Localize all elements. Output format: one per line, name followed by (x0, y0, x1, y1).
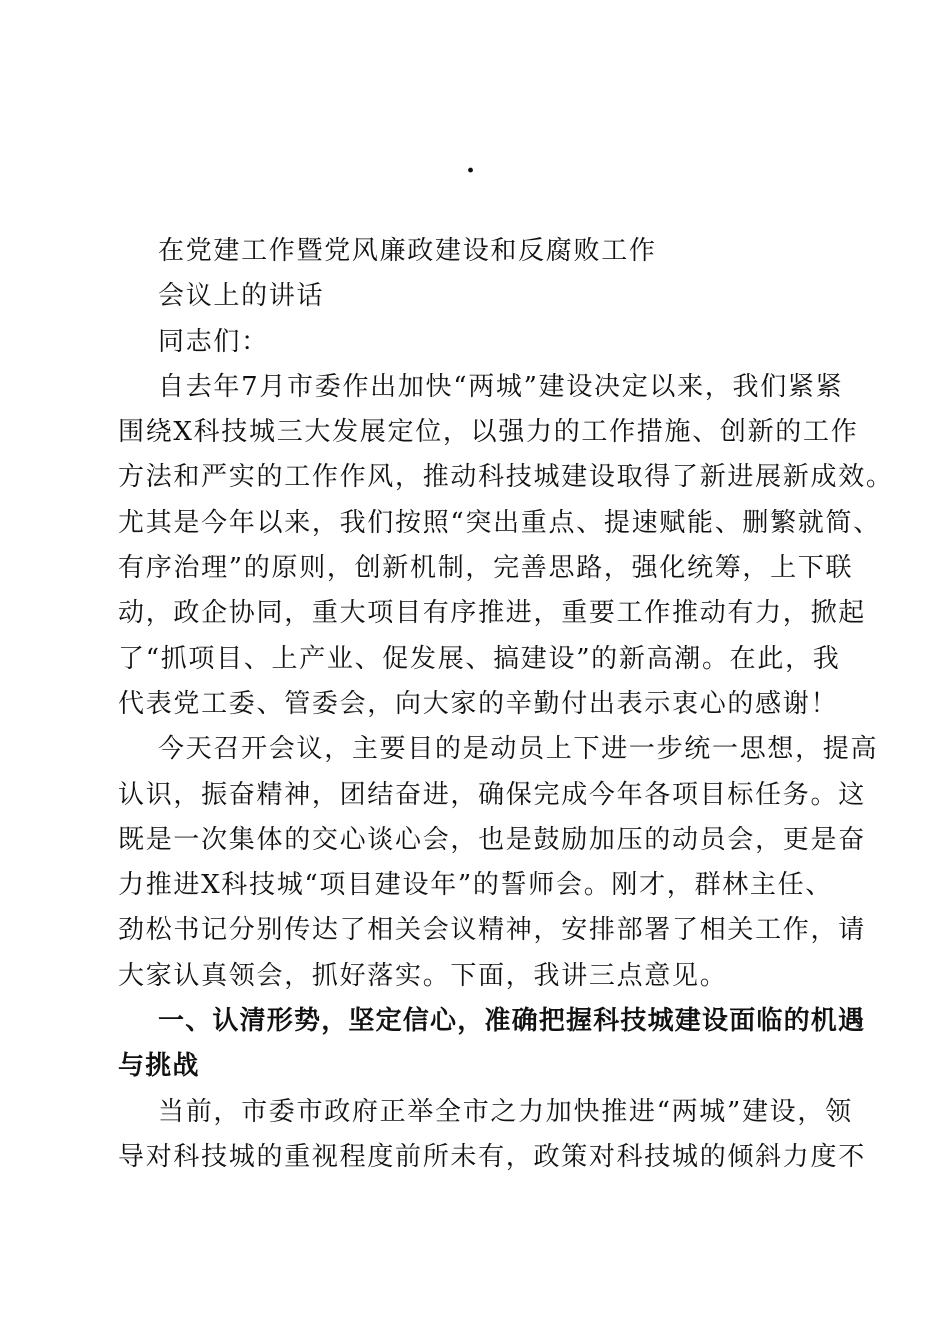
paragraph-3-line: 当前，市委市政府正举全市之力加快推进“两城”建设，领 (158, 1096, 853, 1127)
paragraph-1-line: 围绕X科技城三大发展定位，以强力的工作措施、创新的工作 (118, 417, 859, 448)
paragraph-2-line: 力推进X科技城“项目建设年”的誓师会。刚才，群林主任、 (118, 870, 833, 901)
paragraph-1-line: 方法和严实的工作作风，推动科技城建设取得了新进展新成效。 (118, 462, 894, 493)
paragraph-1-line: 代表党工委、管委会，向大家的辛勤付出表示衷心的感谢！ (118, 688, 839, 719)
paragraph-1-line: 有序治理”的原则，创新机制，完善思路，强化统筹，上下联 (118, 553, 854, 584)
paragraph-2-line: 认识，振奋精神，团结奋进，确保完成今年各项目标任务。这 (118, 779, 866, 810)
document-body (118, 229, 894, 1180)
title-line-2: 会议上的讲话 (158, 281, 325, 312)
paragraph-2-line: 今天召开会议，主要目的是动员上下进一步统一思想，提高 (158, 734, 879, 765)
paragraph-3-line: 导对科技城的重视程度前所未有，政策对科技城的倾斜力度不 (118, 1141, 866, 1172)
paragraph-1-line: 自去年7月市委作出加快“两城”建设决定以来，我们紧紧 (158, 371, 844, 402)
section-heading-1: 一、认清形势，坚定信心，准确把握科技城建设面临的机遇 (158, 1006, 866, 1037)
paragraph-1-line: 了“抓项目、上产业、促发展、搞建设”的新高潮。在此，我 (118, 643, 841, 674)
paragraph-2-line: 既是一次集体的交心谈心会，也是鼓励加压的动员会，更是奋 (118, 824, 866, 855)
paragraph-2-line: 大家认真领会，抓好落实。下面，我讲三点意见。 (118, 960, 728, 991)
section-heading-1-continued: 与挑战 (118, 1051, 200, 1082)
paragraph-1-line: 尤其是今年以来，我们按照“突出重点、提速赋能、删繁就简、 (118, 507, 881, 538)
paragraph-2-line: 劲松书记分别传达了相关会议精神，安排部署了相关工作，请 (118, 915, 866, 946)
paragraph-1-line: 动，政企协同，重大项目有序推进，重要工作推动有力，掀起 (118, 598, 866, 629)
salutation: 同志们： (158, 326, 269, 357)
page-marker: · (466, 156, 476, 186)
title-line-1: 在党建工作暨党风廉政建设和反腐败工作 (158, 236, 657, 266)
